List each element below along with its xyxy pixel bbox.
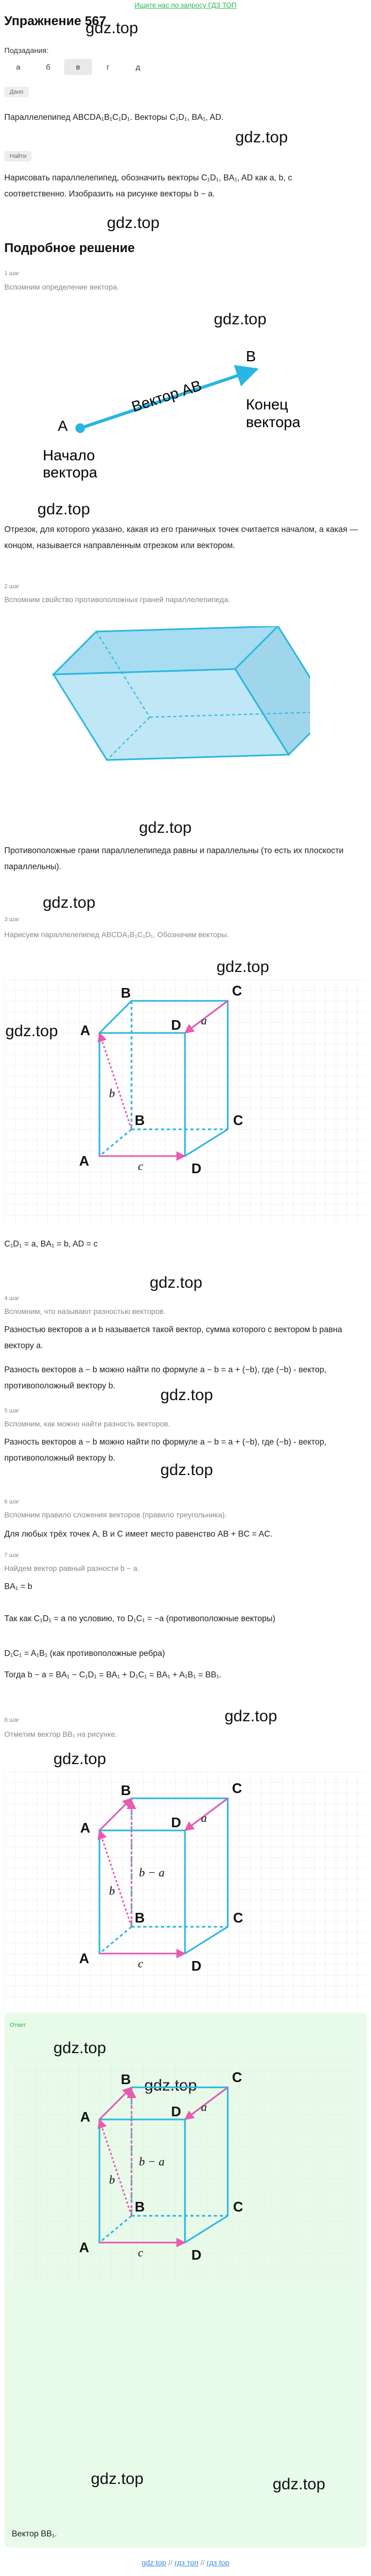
watermark: gdz.top [139,819,192,837]
step4-label: 4 шаг [4,1295,20,1302]
label-D: D [191,2247,202,2263]
top-link[interactable]: Ищите нас по запросу ГДЗ ТОП [134,1,237,9]
step3-label: 3 шаг [4,916,20,923]
watermark: gdz.top [53,2039,106,2057]
vector-figure [21,332,321,487]
watermark: gdz.top [235,128,288,146]
watermark: gdz.top [91,2470,144,2488]
label-vec-c: c [138,2246,143,2259]
step6-label: 6 шаг [4,1499,20,1505]
label-C: C [233,1112,243,1128]
given-text: Параллелепипед ABCDA₁B₁C₁D₁. Векторы C₁D₁, BA₁, AD. [4,113,224,122]
step2-note: Вспомним свойство противоположных граней параллелепипеда. [4,595,230,604]
label-vec-a: a [201,1811,207,1825]
label-A: A [79,1153,89,1169]
watermark: gdz.top [214,310,267,328]
label-B: B [135,1910,145,1926]
step1-text: Отрезок, для которого указано, какая из его граничных точек считается началом, а какая — концом, называется направленным отрезком или вектором. [4,525,358,550]
start-label: Начало [43,447,95,463]
step5-note: Вспомним, как можно найти разность векторов. [4,1419,171,1428]
footer-sep-2: // [200,2558,205,2567]
label-vec-c: c [138,1957,143,1970]
step6-text: Для любых трёх точек A, B и C имеет место равенство AB + BC = AC. [4,1530,273,1539]
label-B: B [135,2199,145,2215]
step7-line1: BA₁ = b [4,1582,33,1591]
footer-links [0,2558,371,2567]
watermark: gdz.top [217,958,269,976]
label-A: A [79,1950,89,1966]
label-vec-b: b [109,1086,115,1100]
label-A1: A [80,2109,90,2125]
footer-sep-1: // [168,2558,173,2567]
step8-label: 8 шаг [4,1717,20,1723]
tab-g[interactable]: г [106,63,110,71]
solution-heading: Подробное решение [4,241,135,255]
start-label-2: вектора [43,464,97,481]
step1-label: 1 шаг [4,270,20,277]
cube-figure-answer [15,2061,357,2285]
watermark: gdz.top [150,1274,203,1291]
label-vec-a: a [201,2100,207,2114]
tab-d[interactable]: д [135,63,141,71]
watermark: gdz.top [160,1386,213,1404]
cube-figure-1 [4,979,366,1226]
footer-link-3[interactable]: гдз top [206,2558,230,2567]
label-D1: D [171,2103,181,2119]
watermark: gdz.top [225,1707,277,1725]
label-A1: A [80,1820,90,1836]
tab-a[interactable]: а [16,63,20,71]
label-A: A [79,2239,89,2255]
tab-b[interactable]: б [45,63,51,71]
watermark: gdz.top [43,894,96,911]
step3-result: C₁D₁ = a, BA₁ = b, AD = c [4,1240,98,1249]
footer-link-2[interactable]: гдз топ [174,2558,199,2567]
step7-line3: D₁C₁ = A₁B₁ (как противоположные ребра) [4,1649,165,1658]
step8-note: Отметим вектор BB₁ на рисунке. [4,1730,118,1738]
label-vec-b: b [109,2173,115,2186]
watermark: gdz.top [160,1461,213,1479]
end-label-2: вектора [246,414,300,430]
answer-label: Ответ [10,2022,26,2028]
step7-line4: Тогда b − a = BA₁ − C₁D₁ = BA₁ + D₁C₁ = BA₁ + A₁B₁ = BB₁. [4,1670,222,1680]
label-B: B [135,1112,145,1128]
label-C1: C [232,2069,242,2085]
label-C: C [233,1910,243,1926]
footer-link-1[interactable]: gdz top [141,2558,166,2567]
find-label: Найти [4,151,32,162]
watermark: gdz.top [273,2475,326,2493]
point-b-label: B [246,348,256,364]
step3-note: Нарисуем параллелепипед ABCDA₁B₁C₁D₁. Обозначим векторы. [4,930,229,939]
step4-text2: Разность векторов a − b можно найти по формуле a − b = a + (−b), где (−b) - вектор, противоположный вектору b. [4,1365,327,1390]
step2-text: Противоположные грани параллелепипеда равны и параллельны (то есть их плоскости параллельны). [4,846,344,871]
watermark: gdz.top [37,500,90,518]
subtasks-label: Подзадания: [4,46,49,55]
parallelepiped-figure [43,626,310,808]
label-D: D [191,1958,202,1974]
label-vec-c: c [138,1159,143,1173]
label-B1: B [121,2071,131,2087]
label-C: C [233,2199,243,2215]
label-vec-a: a [201,1014,207,1027]
step5-text: Разность векторов a − b можно найти по формуле a − b = a + (−b), где (−b) - вектор, противоположный вектору b. [4,1438,327,1463]
find-text: Нарисовать параллелепипед, обозначить векторы C₁D₁, BA₁, AD как a, b, c соответственно. Изобразить на рисунке векторы b − a. [4,173,292,199]
subtask-tabs [4,59,152,75]
step7-note: Найдем вектор равный разности b − a. [4,1564,140,1572]
watermark: gdz.top [5,1022,58,1040]
page-title: Упражнение 567 [4,14,106,28]
top-banner [0,0,371,11]
watermark: gdz.top [53,1750,106,1768]
label-D1: D [171,1814,181,1830]
label-C1: C [232,983,242,999]
watermark: gdz.top [86,19,138,37]
cube-figure-2 [4,1772,366,2007]
step4-text1: Разностью векторов a и b называется такой вектор, сумма которого с вектором b равна вектору a. [4,1325,342,1350]
step6-note: Вспомним правило сложения векторов (правило треугольника). [4,1510,227,1519]
label-vec-b: b [109,1884,115,1897]
step5-label: 5 шаг [4,1408,20,1414]
label-b-minus-a: b − a [139,2155,165,2168]
label-B1: B [121,1782,131,1798]
vector-label: Вектор AB [129,377,204,415]
label-A1: A [80,1022,90,1038]
step2-label: 2 шаг [4,583,20,590]
step4-note: Вспомним, что называют разностью векторов. [4,1307,166,1316]
step7-label: 7 шаг [4,1552,20,1559]
given-label: Дано [4,87,29,97]
vector-start-point [75,423,85,433]
point-a-label: A [58,417,68,434]
label-D1: D [171,1017,181,1033]
label-b-minus-a: b − a [139,1866,165,1879]
answer-text: Вектор BB₁. [12,2529,57,2539]
step1-note: Вспомним определение вектора. [4,283,119,291]
label-B1: B [121,985,131,1001]
label-C1: C [232,1780,242,1796]
watermark: gdz.top [107,214,160,232]
label-D: D [191,1160,202,1176]
tab-v[interactable]: в [64,59,92,75]
step7-line2: Так как C₁D₁ = a по условию, то D₁C₁ = −a (противоположные векторы) [4,1614,276,1623]
end-label: Конец [246,396,288,413]
